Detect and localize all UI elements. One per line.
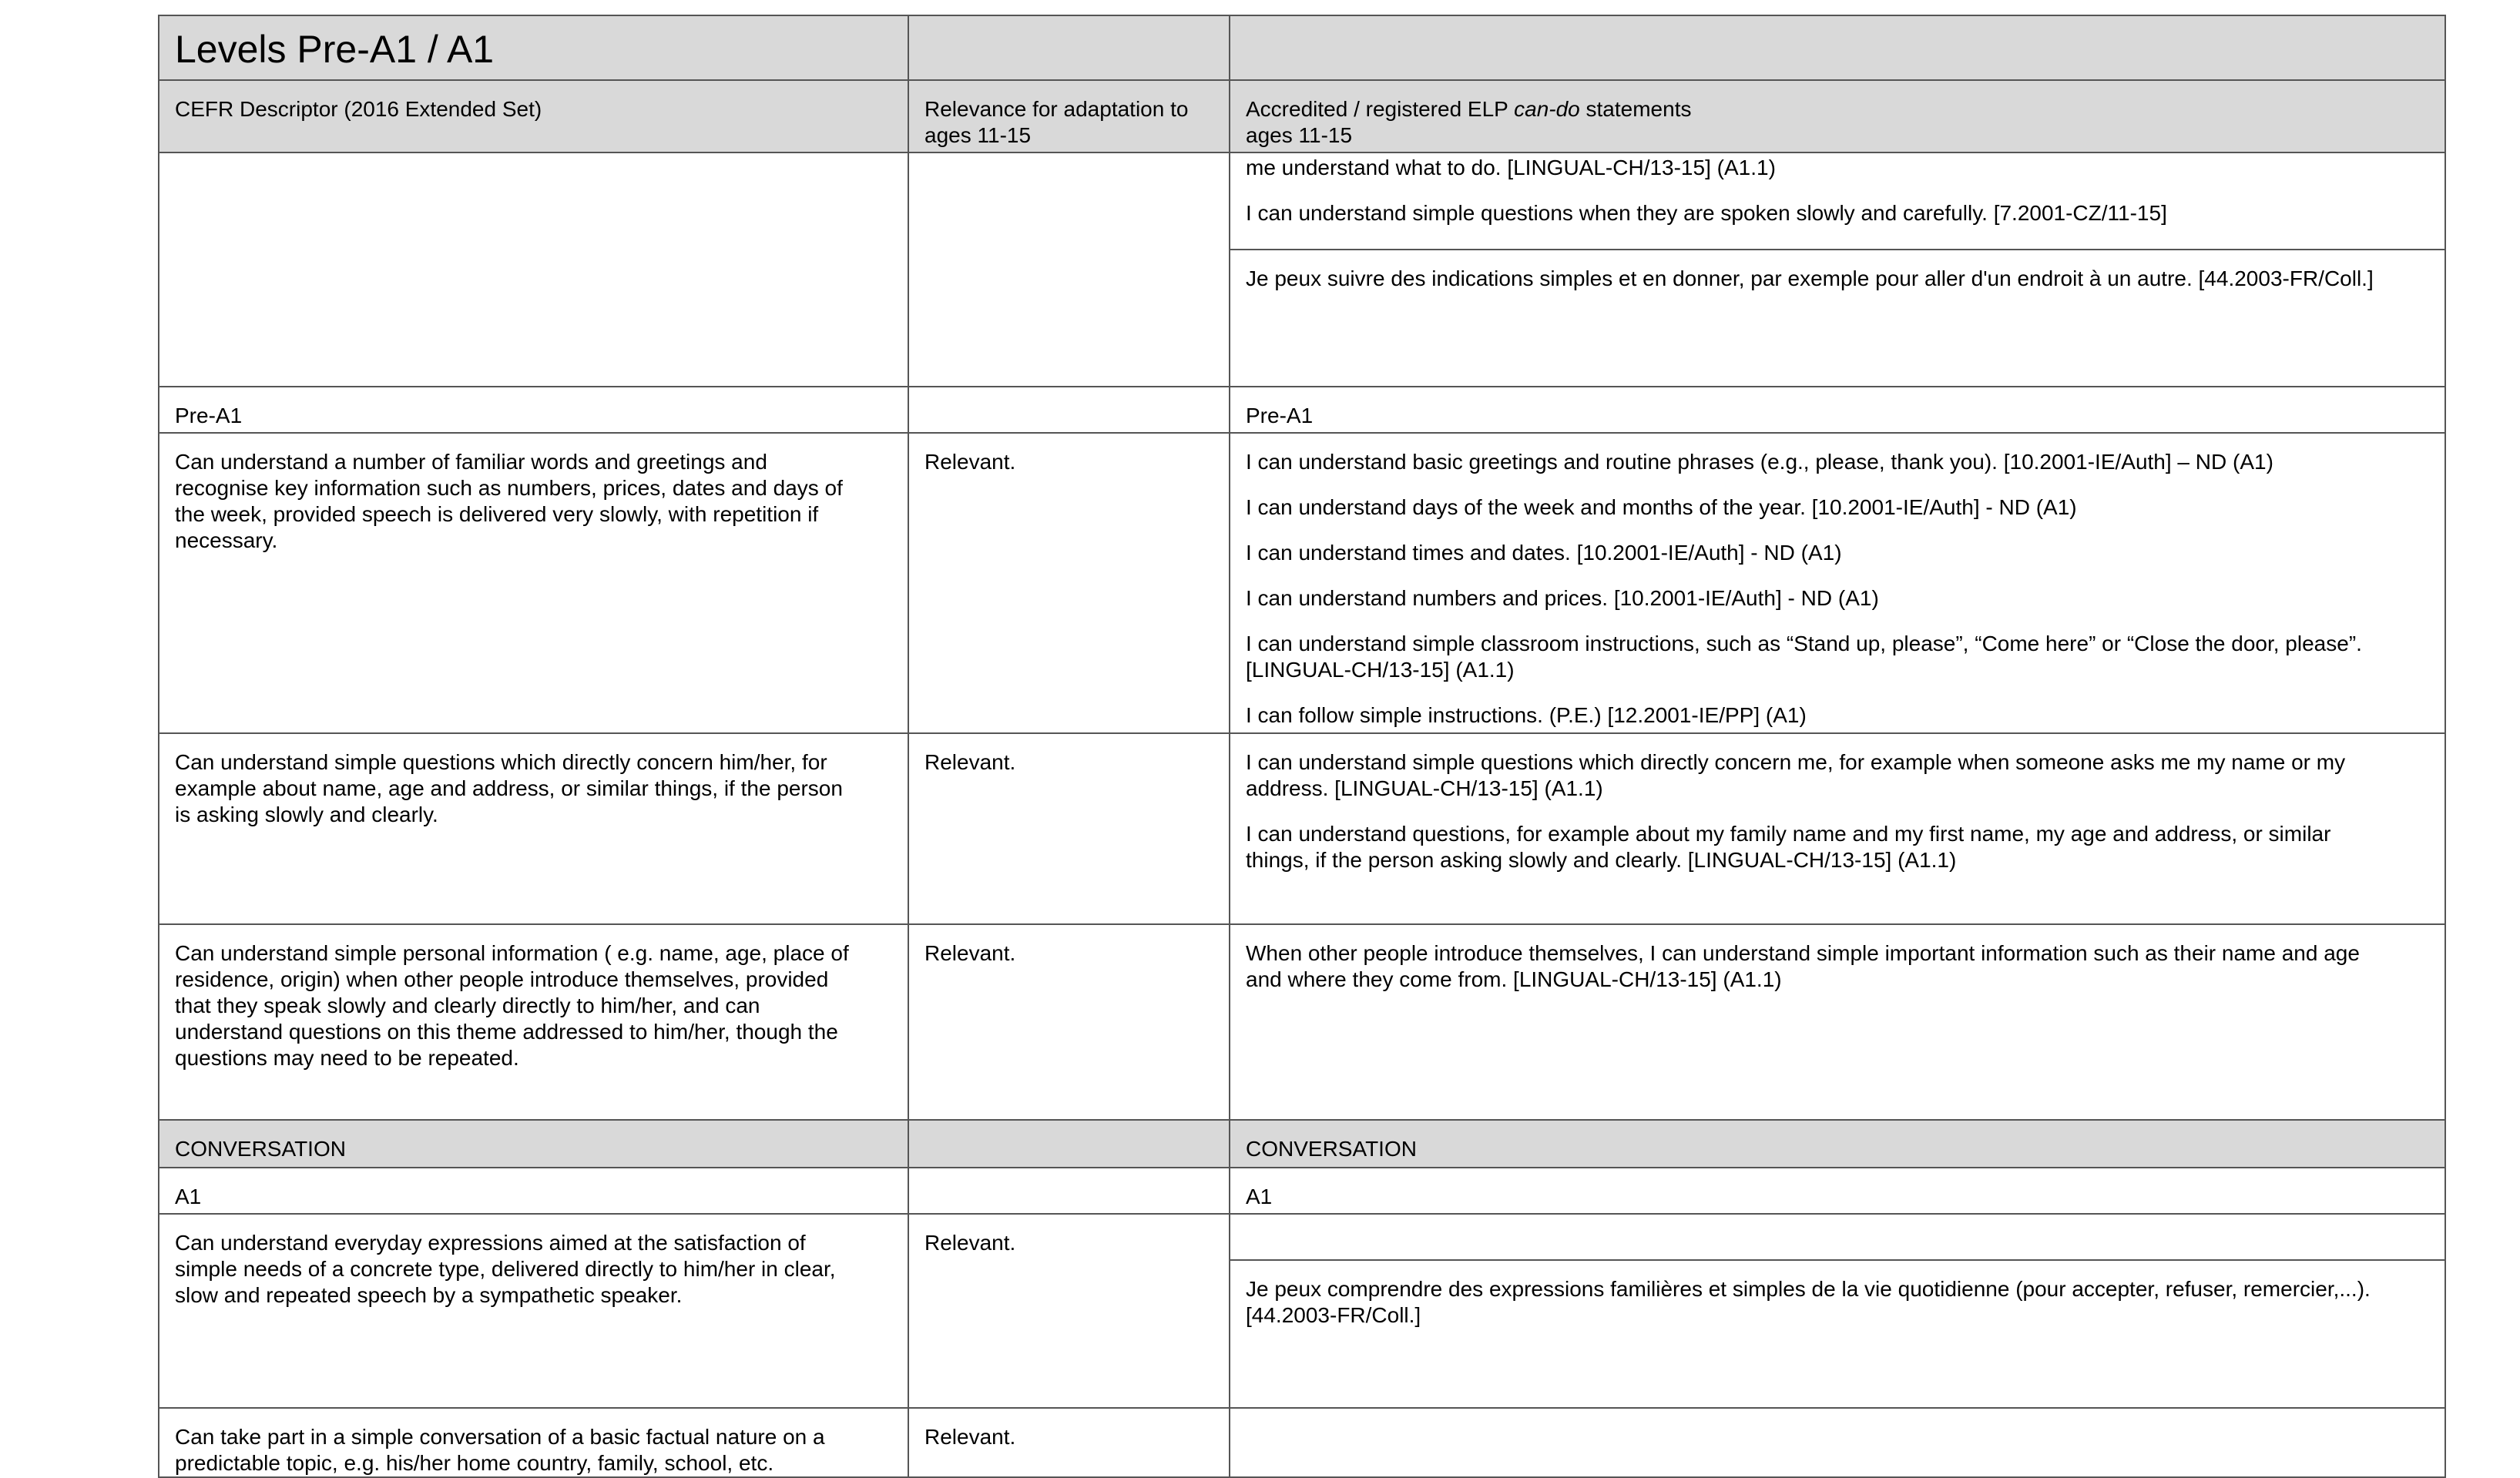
- can-do-statement: I can understand times and dates. [10.2001-IE/Auth] - ND (A1): [1246, 541, 1842, 565]
- header-relevance: [908, 79, 1230, 153]
- statements-cell: [1229, 152, 2446, 250]
- statements-cell: [1229, 1213, 2446, 1261]
- descriptor-table: [158, 15, 2446, 1478]
- descriptor-line: necessary.: [175, 528, 278, 552]
- relevance-text: Relevant.: [924, 750, 1016, 774]
- descriptor-line: is asking slowly and clearly.: [175, 803, 438, 826]
- descriptor-line: Can understand simple questions which directly concern him/her, for: [175, 750, 827, 774]
- descriptor-cell: [158, 1407, 909, 1478]
- header-elp-statements: [1229, 79, 2446, 153]
- descriptor-line: that they speak slowly and clearly directly to him/her, and can: [175, 994, 760, 1017]
- descriptor-cell: [158, 1213, 909, 1409]
- statements-cell: [1229, 1259, 2446, 1409]
- descriptor-line: predictable topic, e.g. his/her home country, family, school, etc.: [175, 1451, 774, 1475]
- header-label: ages 11-15: [924, 123, 1032, 147]
- statements-cell: [1229, 249, 2446, 387]
- can-do-statement: I can understand simple classroom instructions, such as “Stand up, please”, “Come here” or “Close the door, please”. [LINGUAL-CH/13-15] (A1.1): [1246, 632, 2362, 682]
- descriptor-cell: [158, 152, 909, 387]
- can-do-statement: I can understand basic greetings and routine phrases (e.g., please, thank you). [10.2001-IE/Auth] – ND (A1): [1246, 450, 2273, 474]
- descriptor-line: Can understand simple personal information ( e.g. name, age, place of: [175, 941, 849, 965]
- level-label-cell: [908, 386, 1230, 434]
- relevance-text: Relevant.: [924, 1231, 1016, 1255]
- statements-cell: [1229, 923, 2446, 1121]
- relevance-cell: [908, 432, 1230, 734]
- descriptor-line: understand questions on this theme addressed to him/her, though the: [175, 1020, 838, 1044]
- can-do-statement: me understand what to do. [LINGUAL-CH/13-15] (A1.1): [1246, 156, 1776, 179]
- descriptor-cell: [158, 923, 909, 1121]
- statements-cell: [1229, 432, 2446, 734]
- relevance-text: Relevant.: [924, 450, 1016, 474]
- header-label: CEFR Descriptor (2016 Extended Set): [175, 97, 542, 121]
- descriptor-cell: [158, 732, 909, 925]
- section-heading-cell: [158, 1119, 909, 1168]
- relevance-cell: [908, 1213, 1230, 1409]
- descriptor-line: the week, provided speech is delivered very slowly, with repetition if: [175, 502, 819, 526]
- can-do-statement: I can understand simple questions which directly concern me, for example when someone asks me my name or my address. [LINGUAL-CH/13-15] (A1.1): [1246, 750, 2346, 800]
- relevance-text: Relevant.: [924, 1425, 1016, 1449]
- level-label: A1: [175, 1185, 202, 1208]
- can-do-statement: I can understand simple questions when they are spoken slowly and carefully. [7.2001-CZ/11-15]: [1246, 201, 2167, 225]
- level-label-cell: [158, 386, 909, 434]
- can-do-statement: I can understand days of the week and months of the year. [10.2001-IE/Auth] - ND (A1): [1246, 495, 2077, 519]
- header-label: ages 11-15: [1246, 123, 1353, 147]
- header-label: Accredited / registered ELP can-do statements: [1246, 97, 1692, 121]
- statements-cell: [1229, 1407, 2446, 1478]
- descriptor-line: Can take part in a simple conversation of a basic factual nature on a: [175, 1425, 825, 1449]
- title-empty-cell: [908, 15, 1230, 81]
- level-label: A1: [1246, 1185, 1273, 1208]
- section-heading: CONVERSATION: [175, 1137, 346, 1161]
- descriptor-line: simple needs of a concrete type, delivered directly to him/her in clear,: [175, 1257, 836, 1281]
- can-do-statement: I can understand numbers and prices. [10.2001-IE/Auth] - ND (A1): [1246, 586, 1879, 610]
- descriptor-line: example about name, age and address, or similar things, if the person: [175, 776, 843, 800]
- level-label-cell: [1229, 1167, 2446, 1215]
- header-label: Relevance for adaptation to: [924, 97, 1189, 121]
- section-heading-cell: [1229, 1119, 2446, 1168]
- section-heading-cell: [908, 1119, 1230, 1168]
- can-do-statement: When other people introduce themselves, I can understand simple important information such as their name and age and where they come from. [LINGUAL-CH/13-15] (A1.1): [1246, 941, 2360, 991]
- relevance-text: Relevant.: [924, 941, 1016, 965]
- descriptor-line: questions may need to be repeated.: [175, 1046, 519, 1070]
- descriptor-line: Can understand a number of familiar words and greetings and: [175, 450, 767, 474]
- level-label-cell: [158, 1167, 909, 1215]
- relevance-cell: [908, 1407, 1230, 1478]
- level-label: Pre-A1: [175, 404, 243, 427]
- descriptor-cell: [158, 432, 909, 734]
- relevance-cell: [908, 152, 1230, 387]
- can-do-statement: Je peux comprendre des expressions familières et simples de la vie quotidienne (pour accepter, refuser, remercier,...). [44.2003-FR/Coll.]: [1246, 1277, 2371, 1327]
- table-title-cell: [158, 15, 909, 81]
- header-cefr-descriptor: [158, 79, 909, 153]
- can-do-statement: I can follow simple instructions. (P.E.) [12.2001-IE/PP] (A1): [1246, 703, 1807, 727]
- descriptor-line: recognise key information such as numbers, prices, dates and days of: [175, 476, 843, 500]
- statements-cell: [1229, 732, 2446, 925]
- page-title: Levels Pre-A1 / A1: [175, 28, 495, 71]
- descriptor-line: slow and repeated speech by a sympathetic speaker.: [175, 1283, 683, 1307]
- relevance-cell: [908, 923, 1230, 1121]
- section-heading: CONVERSATION: [1246, 1137, 1417, 1161]
- level-label-cell: [1229, 386, 2446, 434]
- title-empty-cell: [1229, 15, 2446, 81]
- level-label-cell: [908, 1167, 1230, 1215]
- descriptor-line: Can understand everyday expressions aimed at the satisfaction of: [175, 1231, 806, 1255]
- level-label: Pre-A1: [1246, 404, 1314, 427]
- can-do-statement: I can understand questions, for example about my family name and my first name, my age and address, or similar things, if the person asking slowly and clearly. [LINGUAL-CH/13-15] (A1.1): [1246, 822, 2331, 872]
- relevance-cell: [908, 732, 1230, 925]
- descriptor-line: residence, origin) when other people introduce themselves, provided: [175, 967, 829, 991]
- can-do-statement: Je peux suivre des indications simples et en donner, par exemple pour aller d'un endroit à un autre. [44.2003-FR/Coll.]: [1246, 266, 2374, 290]
